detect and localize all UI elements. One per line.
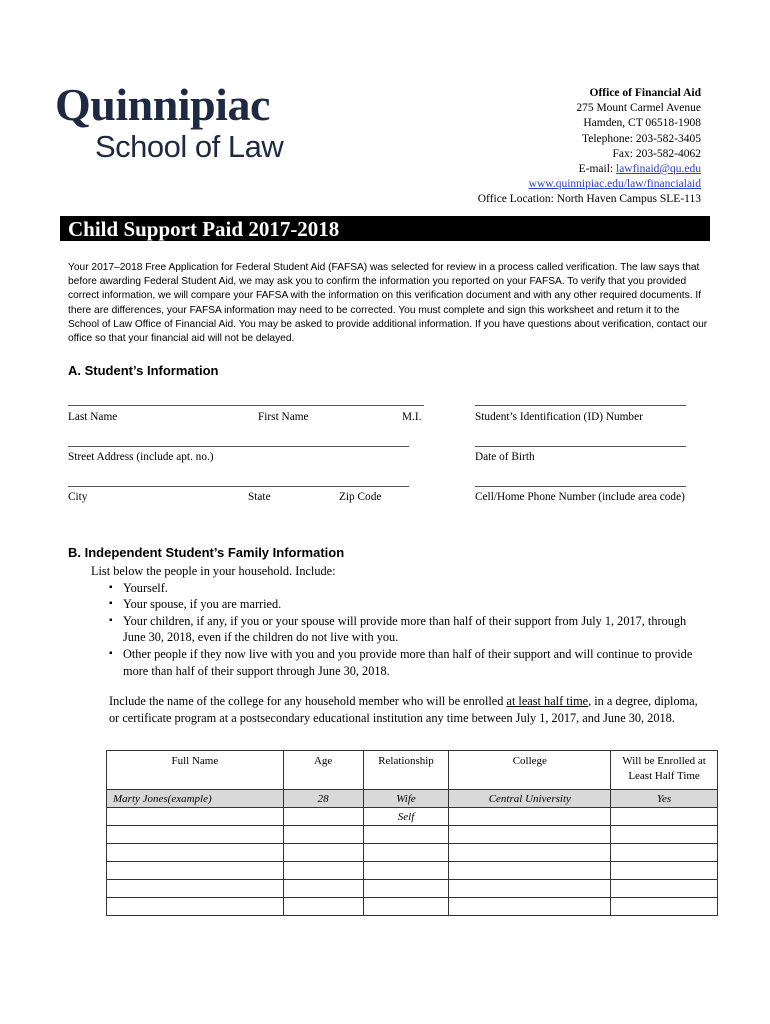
student-id-field-line[interactable] xyxy=(475,405,686,406)
office-email-line xyxy=(478,162,701,177)
logo-school-of-law: School of Law xyxy=(95,129,284,164)
city-state-zip-field-line[interactable] xyxy=(68,486,409,487)
col-header-relationship: Relationship xyxy=(363,751,449,790)
cell-relationship[interactable] xyxy=(363,898,449,916)
name-field-line[interactable] xyxy=(68,405,424,406)
include-text-pre: Include the name of the college for any household member who will be enrolled xyxy=(109,694,507,709)
table-row xyxy=(107,826,718,844)
office-street: 275 Mount Carmel Avenue xyxy=(576,102,701,115)
website-link[interactable]: www.quinnipiac.edu/law/financialaid xyxy=(528,178,701,191)
cell-college[interactable] xyxy=(449,808,611,826)
table-row xyxy=(107,862,718,880)
cell-college[interactable] xyxy=(449,898,611,916)
cell-age[interactable] xyxy=(283,808,363,826)
bullet-item: ▪ Your spouse, if you are married. xyxy=(109,596,701,613)
col-header-full-name: Full Name xyxy=(107,751,284,790)
intro-paragraph xyxy=(68,261,708,346)
cell-age[interactable] xyxy=(283,862,363,880)
household-intro: List below the people in your household. Include: xyxy=(91,564,336,578)
student-id-label: Student’s Identification (ID) Number xyxy=(475,411,643,423)
include-text-post: , in a degree, diploma, or certificate program at a postsecondary educational institution any time between July 1, 2017, and June 30, 2018. xyxy=(109,694,698,725)
household-table xyxy=(106,750,718,916)
cell-age[interactable] xyxy=(283,844,363,862)
cell-relationship[interactable] xyxy=(363,826,449,844)
cell-age[interactable] xyxy=(283,880,363,898)
include-text-underlined: at least half time xyxy=(506,694,589,709)
dob-label: Date of Birth xyxy=(475,451,535,463)
cell-relationship[interactable] xyxy=(363,844,449,862)
bullet-item: ▪ Yourself. xyxy=(109,580,701,597)
cell-age: 28 xyxy=(283,790,363,808)
office-city: Hamden, CT 06518-1908 xyxy=(583,117,701,130)
table-row-self xyxy=(107,808,718,826)
include-college-paragraph xyxy=(109,693,699,726)
cell-full-name[interactable] xyxy=(107,862,284,880)
phone-field-line[interactable] xyxy=(475,486,686,487)
section-b-body xyxy=(91,563,701,726)
dob-field-line[interactable] xyxy=(475,446,686,447)
cell-relationship: Wife xyxy=(363,790,449,808)
cell-relationship[interactable] xyxy=(363,862,449,880)
school-logo xyxy=(55,80,283,164)
table-row xyxy=(107,844,718,862)
street-address-field-line[interactable] xyxy=(68,446,409,447)
cell-age[interactable] xyxy=(283,898,363,916)
cell-enrolled: Yes xyxy=(611,790,718,808)
bullet-item: ▪ Your children, if any, if you or your spouse will provide more than half of their support from July 1, 2017, through June 30, 2018, even if the children do not live with you. xyxy=(109,613,701,646)
col-header-enrolled: Will be Enrolled at Least Half Time xyxy=(611,751,718,790)
office-title: Office of Financial Aid xyxy=(589,87,701,99)
last-name-label: Last Name xyxy=(68,411,118,423)
email-label: E-mail: xyxy=(578,163,616,176)
cell-enrolled[interactable] xyxy=(611,880,718,898)
office-location: Office Location: North Haven Campus SLE-113 xyxy=(477,193,701,206)
cell-relationship: Self xyxy=(363,808,449,826)
section-a-heading: A. Student’s Information xyxy=(68,363,219,378)
col-header-college: College xyxy=(449,751,611,790)
cell-college[interactable] xyxy=(449,826,611,844)
cell-full-name[interactable] xyxy=(107,898,284,916)
street-address-label: Street Address (include apt. no.) xyxy=(68,451,214,463)
table-row-example xyxy=(107,790,718,808)
table-row xyxy=(107,898,718,916)
table-header-row xyxy=(107,751,718,790)
cell-full-name[interactable] xyxy=(107,808,284,826)
cell-full-name[interactable] xyxy=(107,826,284,844)
zip-label: Zip Code xyxy=(339,491,382,503)
cell-enrolled[interactable] xyxy=(611,826,718,844)
household-bullet-list xyxy=(91,580,701,680)
cell-college: Central University xyxy=(449,790,611,808)
bullet-item: ▪ Other people if they now live with you and you provide more than half of their support and will continue to provide more than half of their support through June 30, 2018. xyxy=(109,646,701,679)
cell-full-name[interactable] xyxy=(107,844,284,862)
office-telephone: Telephone: 203-582-3405 xyxy=(582,132,701,145)
cell-relationship[interactable] xyxy=(363,880,449,898)
cell-enrolled[interactable] xyxy=(611,898,718,916)
cell-enrolled[interactable] xyxy=(611,862,718,880)
phone-label: Cell/Home Phone Number (include area code) xyxy=(475,491,685,503)
form-title-banner: Child Support Paid 2017-2018 xyxy=(60,216,710,241)
mi-label: M.I. xyxy=(402,411,422,423)
cell-college[interactable] xyxy=(449,880,611,898)
email-link[interactable]: lawfinaid@qu.edu xyxy=(616,163,701,176)
state-label: State xyxy=(248,491,271,503)
cell-enrolled[interactable] xyxy=(611,844,718,862)
cell-enrolled[interactable] xyxy=(611,808,718,826)
section-b-heading: B. Independent Student’s Family Information xyxy=(68,545,345,560)
logo-quinnipiac: Quinnipiac xyxy=(55,79,270,130)
city-label: City xyxy=(68,491,88,503)
cell-age[interactable] xyxy=(283,826,363,844)
col-header-age: Age xyxy=(283,751,363,790)
cell-full-name: Marty Jones(example) xyxy=(107,790,284,808)
cell-full-name[interactable] xyxy=(107,880,284,898)
office-address-block xyxy=(478,86,701,208)
intro-text: Your 2017–2018 Free Application for Federal Student Aid (FAFSA) was selected for review in a process called verification. The law says that before awarding Federal Student Aid, we may ask you to confirm the information you reported on your FAFSA. To verify that you provided correct information, we will compare your FAFSA with the information on this verification document and with any other required documents. If there are differences, your FAFSA information may need to be corrected. You must complete and sign this worksheet and return it to the School of Law Office of Financial Aid. You may be asked to provide additional information. If you have questions about verification, contact our office so that your financial aid will not be delayed. xyxy=(68,262,708,345)
cell-college[interactable] xyxy=(449,844,611,862)
office-fax: Fax: 203-582-4062 xyxy=(612,147,701,160)
table-row xyxy=(107,880,718,898)
first-name-label: First Name xyxy=(258,411,309,423)
cell-college[interactable] xyxy=(449,862,611,880)
